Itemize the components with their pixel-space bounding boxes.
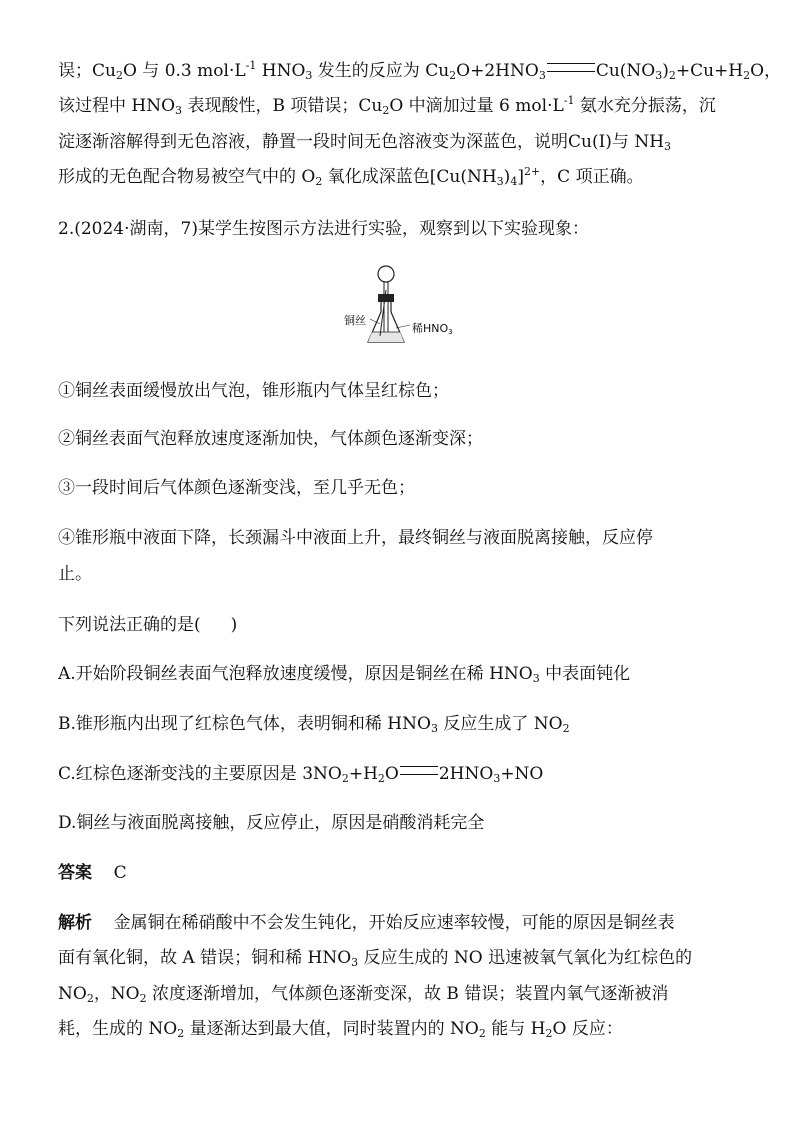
answer-line [58,862,127,884]
option-c [58,763,543,785]
subscript: 3 [655,69,663,82]
text-run: 该过程中 HNO [58,96,176,116]
text-run: A.开始阶段铜丝表面气泡释放速度缓慢，原因是铜丝在稀 HNO [58,664,533,684]
text-run: 量逐渐达到最大值，同时装置内的 NO [184,1019,479,1039]
observation-4-continued: 止。 [58,564,92,584]
subscript: 2 [86,992,94,1005]
text-run: O， [750,61,782,81]
answer-label: 答案 [58,863,92,883]
subscript: 3 [493,772,501,785]
subscript: 2 [377,772,385,785]
subscript: 3 [538,69,546,82]
text-run: HNO [256,61,306,81]
subscript: 3 [496,175,504,188]
subscript: 2 [562,722,570,735]
answer-value: C [113,863,127,883]
text-run: C.红棕色逐渐变浅的主要原因是 3NO [58,764,342,784]
question-stem: 2.(2024·湖南，7)某学生按图示方法进行实验，观察到以下实验现象： [58,219,589,239]
subscript: 3 [305,69,313,82]
dilute-nitric-acid-label [412,320,453,336]
text-run: +Cu+H [675,61,744,81]
text-run: O+2HNO [456,61,539,81]
prev-explanation-line-3 [58,131,671,153]
subscript: 3 [430,722,438,735]
text-run: 面有氧化铜，故 A 错误；铜和稀 HNO [58,948,352,968]
text-run: O 反应： [552,1019,623,1039]
observation-3: ③一段时间后气体颜色逐渐变浅，至几乎无色； [58,478,415,498]
text-run: 形成的无色配合物易被空气中的 O [58,167,316,187]
prev-explanation-line-1 [58,60,781,82]
subscript: 2 [315,175,323,188]
option-b [58,713,570,735]
text-run: 金属铜在稀硝酸中不会发生钝化，开始反应速率较慢，可能的原因是铜丝表 [113,913,675,933]
equals-sign-double-line [400,766,438,775]
text-run: 发生的反应为 Cu [312,61,450,81]
text-run: 淀逐渐溶解得到无色溶液，静置一段时间无色溶液变为深蓝色，说明Cu(Ⅰ)与 NH [58,132,665,152]
text-run: O 与 0.3 mol·L [122,61,246,81]
subscript: 2 [545,1027,553,1040]
copper-wire-label: 铜丝 [344,314,366,327]
analysis-line-1 [58,912,675,934]
flask-funnel-icon [340,262,460,358]
text-run: 反应生成了 NO [437,714,563,734]
superscript: -1 [245,59,257,72]
subscript: 2 [743,69,751,82]
apparatus-diagram [340,262,460,358]
analysis-label: 解析 [58,913,92,933]
text-run: B.锥形瓶内出现了红棕色气体，表明铜和稀 HNO [58,714,431,734]
subscript: 2 [341,772,349,785]
subscript: 2 [382,104,390,117]
text-run: 能与 H [485,1019,546,1039]
text-run: 耗，生成的 NO [58,1019,178,1039]
analysis-line-3 [58,983,668,1005]
observation-4: ④锥形瓶中液面下降，长颈漏斗中液面上升，最终铜丝与液面脱离接触，反应停 [58,528,653,548]
text-run: 反应生成的 NO 迅速被氧气氧化为红棕色的 [358,948,693,968]
subscript: 3 [532,672,540,685]
prev-explanation-line-2 [58,95,716,117]
label-text: 稀HNO [412,322,449,335]
subscript: 2 [478,1027,486,1040]
observation-1: ①铜丝表面缓慢放出气泡，锥形瓶内气体呈红棕色； [58,381,449,401]
text-run: NO [58,984,87,1004]
superscript: 2+ [523,165,541,178]
text-run: 下列说法正确的是( [58,615,201,635]
subscript: 2 [115,69,123,82]
text-run: 氧化成深蓝色[Cu(NH [322,167,497,187]
analysis-line-2 [58,947,692,969]
text-run: 表现酸性，B 项错误；Cu [182,96,383,116]
subscript: 3 [351,956,359,969]
text-run: +NO [500,764,544,784]
text-run: ，C 项正确。 [540,167,644,187]
equals-sign-double-line [547,63,595,72]
text-run: 中表面钝化 [539,664,631,684]
text-run: 浓度逐渐增加，气体颜色逐渐变深，故 B 错误；装置内氧气逐渐被消 [146,984,669,1004]
text-run: ) [230,615,238,635]
prev-explanation-line-4 [58,166,644,188]
text-run: 氨水充分振荡，沉 [574,96,716,116]
subscript: 3 [664,140,672,153]
option-a [58,663,630,685]
superscript: -1 [563,94,575,107]
text-run: 2HNO [438,764,494,784]
option-d: D.铜丝与液面脱离接触，反应停止，原因是硝酸消耗完全 [58,813,485,833]
text-run: +H [348,764,378,784]
subscript: 2 [668,69,676,82]
subscript: 2 [177,1027,185,1040]
question-prompt [58,614,237,636]
subscript: 2 [449,69,457,82]
subscript: 4 [510,175,518,188]
analysis-line-4 [58,1018,623,1040]
observation-2: ②铜丝表面气泡释放速度逐渐加快，气体颜色逐渐变深； [58,429,483,449]
text-run: ) [662,61,669,81]
subscript: 3 [448,328,453,336]
text-run: ) [503,167,511,187]
text-run: ] [517,167,524,187]
text-run: 误；Cu [58,61,116,81]
text-run: O 中滴加过量 6 mol·L [389,96,564,116]
text-run: ，NO [93,984,140,1004]
subscript: 2 [139,992,147,1005]
text-run: Cu(NO [595,61,656,81]
text-run: O [384,764,399,784]
subscript: 3 [175,104,183,117]
